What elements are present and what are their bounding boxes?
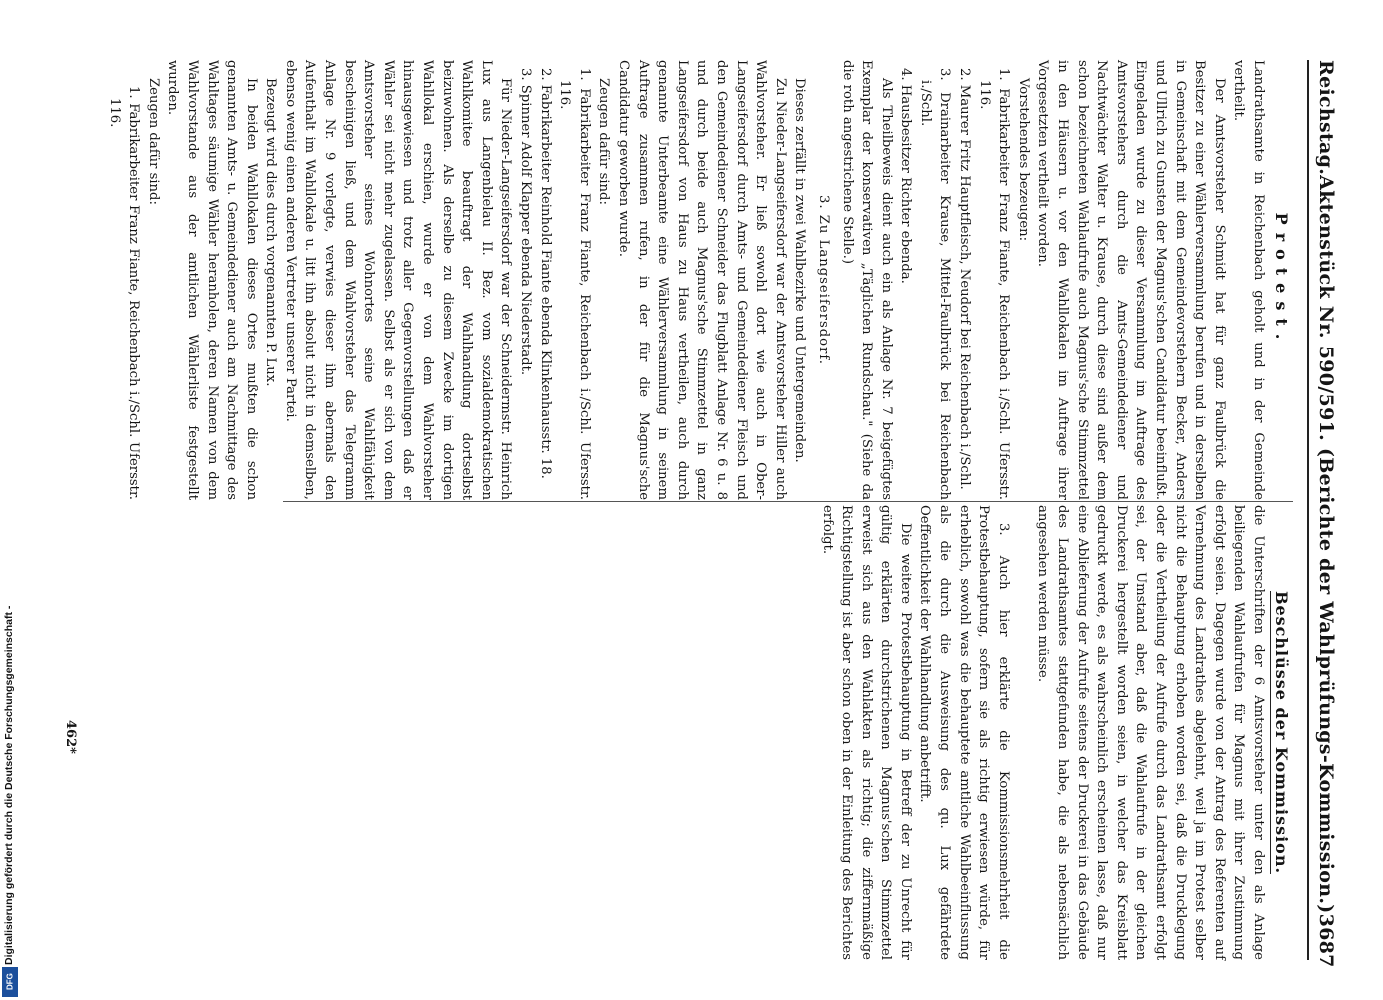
witness-item: 2. Fabrikarbeiter Reinhold Fiante ebenda Klinkenhausstr. 18. bbox=[537, 68, 553, 479]
paragraph: 3. Auch hier erklärte die Kommissionsmehrheit die Protestbehauptung, sofern sie als richtig erwiesen würde, für erheblich, sowohl was die behauptete amtliche Wahlbeeinflussung als die durch die Ausweisung des qu. Lux gefährdete Oeffentlichkeit der Wahlhandlung anbetrifft. bbox=[917, 505, 1011, 960]
witness-item: 1. Fabrikarbeiter Franz Fiante, Reichenbach i./Schl. Ufersstr. 116. bbox=[106, 86, 142, 500]
header-left: Reichstag. bbox=[1315, 60, 1337, 176]
column-divider bbox=[283, 501, 1293, 502]
witness-item: 1. Fabrikarbeiter Franz Fiante, Reichenbach i./Schl. Ufersstr. 116. bbox=[976, 68, 1012, 500]
paragraph: Zu Nieder-Langseifersdorf war der Amtsvorsteher Hiller auch Wahlvorsteher. Er ließ sowohl dort wie auch in Ober-Langseifersdorf durch Amts- und Gemeindediener Fleisch und den Gemeindediener Schneider das Flugblatt Anlage Nr. 6 u. 8 und durch beide auch Magnus'sche Stimmzettel in ganz Langseifersdorf von Haus zu Haus vertheilen, auch durch genannte Unterbeamte eine Wählerversammlung in seinem Auftrage zusammen rufen, in der für die Magnus'sche Candidatur geworben wurde. bbox=[616, 60, 788, 500]
header-page-number: 3687 bbox=[1315, 913, 1337, 968]
paragraph: Zeugen dafür sind: bbox=[596, 78, 612, 205]
paragraph: Vorstehendes bezeugen: bbox=[1015, 78, 1031, 242]
paragraph: Dieses zerfällt in zwei Wahlbezirke und Untergemeinden. bbox=[792, 78, 808, 463]
witness-item: 3. Spinner Adolf Klapper ebenda Niederstadt. bbox=[518, 68, 534, 376]
paragraph: Der Amtsvorsteher Schmidt hat für ganz Faulbrück die Besitzer zu einer Wählerversammlung berufen und in derselben in Gemeinschaft mit dem Gemeindevorstehern Becker, Anders und Ullrich zu Gunsten der Magnus'schen Candidatur beeinflußt. Eingeladen wurde zu dieser Versammlung im Auftrage des Amtsvorstehers durch die Amts-Gemeindediener und Nachtwächter Walter u. Krause, durch diese sind außer dem schon bezeichneten Wahlaufrufe auch Magnus'sche Stimmzettel in den Häusern u. vor den Wahllokalen im Auftrage ihrer Vorgesetzten vertheilt worden. bbox=[1035, 60, 1227, 500]
header-rule bbox=[1307, 60, 1309, 960]
notice-text: Digitalisierung gefördert durch die Deutsche Forschungsgemeinschaft - bbox=[3, 605, 15, 965]
section-title: 3. Zu Langseifersdorf. bbox=[815, 194, 831, 365]
page-mark: 462* bbox=[63, 720, 78, 754]
commission-heading: Beschlüsse der Kommission. bbox=[1272, 590, 1291, 875]
paragraph: Landrathsamte in Reichenbach geholt und in der Gemeinde vertheilt. bbox=[1231, 60, 1266, 500]
paragraph: Zeugen dafür sind: bbox=[145, 78, 161, 205]
page-header bbox=[1315, 60, 1355, 968]
dfg-logo-icon: DFG bbox=[2, 967, 18, 997]
protest-column bbox=[104, 60, 1268, 500]
paragraph: Die weitere Protestbehauptung in Betreff der zu Unrecht für gültig erklärten durchstrichenen Magnus'schen Stimmzettel erweist sich aus den Wahlakten als richtig; die ziffernmäßige Richtigstellung ist aber schon oben in der Einleitung des Berichtes erfolgt. bbox=[819, 505, 913, 960]
protest-heading: Protest. bbox=[1272, 212, 1291, 348]
paragraph: In beiden Wahllokalen dieses Ortes mußten die schon genannten Amts- u. Gemeindediener auch am Nachmittage des Wahltages säumige Wähler heranholen, deren Namen von dem Wahlvorstande aus der amtlichen Wählerliste festgestellt wurden. bbox=[165, 60, 259, 500]
paragraph: Als Theilbeweis dient auch ein als Anlage Nr. 7 beigefügtes Exemplar der konservativen „Täglichen Rundschau." (Siehe da die roth angestrichene Stelle.) bbox=[839, 60, 894, 500]
paragraph: die Unterschriften der 6 Amtsvorsteher unter den als Anlage beiliegenden Wahlaufrufen für Magnus mit ihrer Zustimmung erfolgt seien. Dagegen wurde von der Antrag des Referenten auf Vernehmung des Landrathes abgelehnt, weil ja im Protest selber nicht die Behauptung erhoben worden sei, daß die Drucklegung oder die Vertheilung der Aufrufe durch das Landrathsamt erfolgt sei, der Umstand aber, daß die Wahlaufrufe in der gleichen Druckerei hergestellt worden seien, in welcher das Kreisblatt gedruckt werde, es als wahrscheinlich erscheinen lasse, daß nur eine Ablieferung der Aufrufe seitens der Druckerei in das Gebäude des Landrathsamtes stattgefunden habe, die als nebensächlich angesehen werden müsse. bbox=[1035, 505, 1266, 960]
witness-item: 3. Drainarbeiter Krause, Mittel-Faulbrück bei Reichenbach i./Schl. bbox=[917, 68, 953, 500]
commission-column bbox=[817, 505, 1268, 960]
header-title: Aktenstück Nr. 590/591. (Berichte der Wahlprüfungs-Kommission.) bbox=[1315, 175, 1337, 914]
witness-item: 4. Hausbesitzer Richter ebenda. bbox=[898, 68, 914, 284]
paragraph: Für Nieder-Langseifersdorf war der Schneidermstr. Heinrich Lux aus Langenbielau II. Bez. vom sozialdemokratischen Wahlkomitee beauftragt der Wahlhandlung dortselbst beizuwohnen. Als derselbe zu diesem Zwecke im dortigen Wahllokal erschien, wurde er von dem Wahlvorsteher hinausgewiesen und trotz aller Gegenvorstellungen daß er Wähler sei nicht mehr zugelassen. Selbst als er sich von dem Amtsvorsteher seines Wohnortes seine Wahlfähigkeit bescheinigen ließ, und dem Wahlvorsteher das Telegramm Anlage Nr. 9 vorlegte, verwies dieser ihm abermals den Aufenthalt im Wahllokale u. litt ihn absolut nicht in demselben, ebenso wenig einen anderen Vertreter unserer Partei. bbox=[282, 60, 514, 500]
paragraph: Bezeugt wird dies durch vorgenannten P. Lux. bbox=[263, 78, 279, 387]
witness-item: 2. Maurer Fritz Hauptfleisch, Neudorf bei Reichenbach i./Schl. bbox=[957, 68, 973, 490]
digitization-notice bbox=[0, 580, 22, 1000]
witness-item: 1. Fabrikarbeiter Franz Fiante, Reichenbach i./Schl. Ufersstr. 116. bbox=[557, 68, 592, 500]
